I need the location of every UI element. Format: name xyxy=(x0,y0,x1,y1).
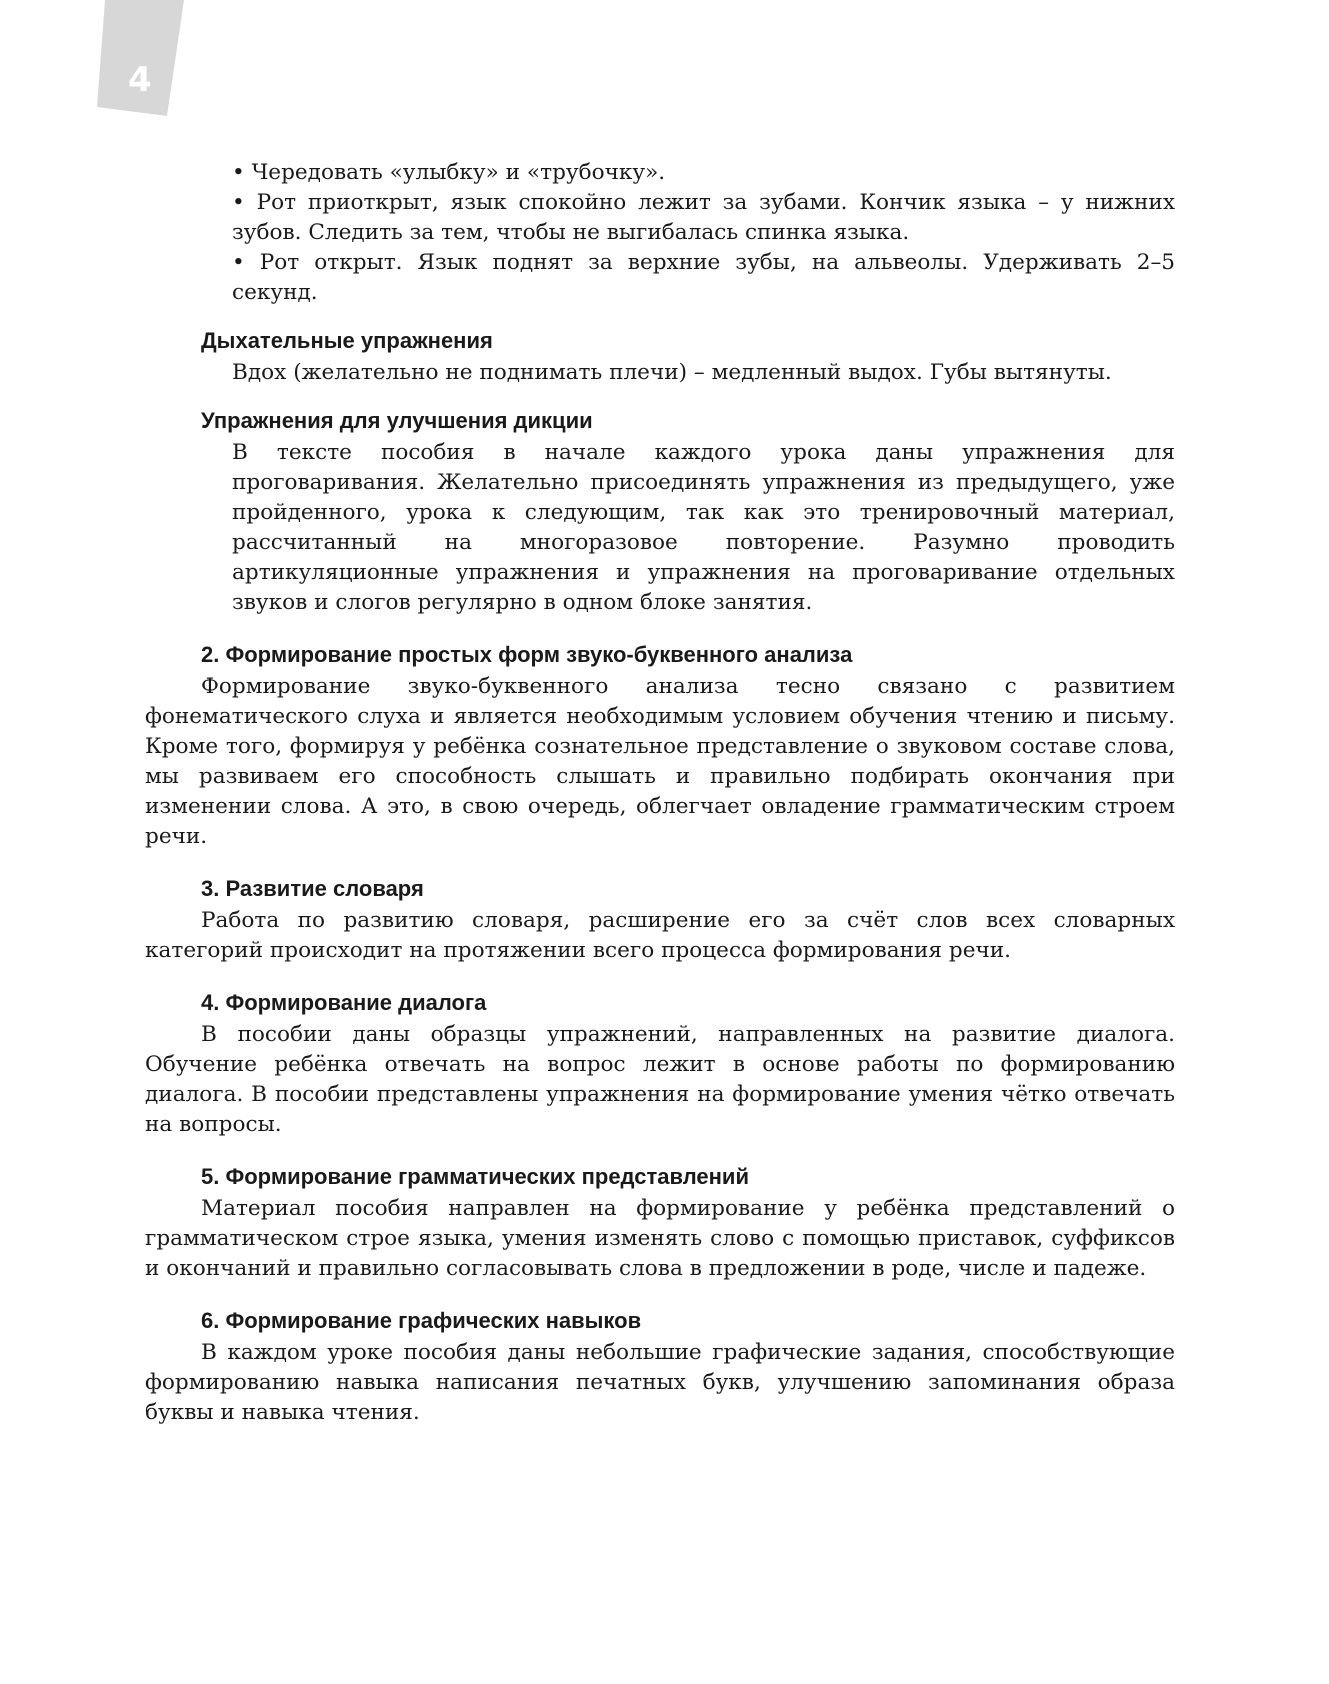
section-text-vocabulary: Работа по развитию словаря, расширение его за счёт слов всех словарных категорий происходит на протяжении всего процесса формирования речи. xyxy=(145,908,1175,963)
section-heading-dialogue: 4. Формирование диалога xyxy=(201,990,487,1015)
section-text-sound-analysis: Формирование звуко-буквенного анализа тесно связано с развитием фонематического слуха и является необходимым условием обучения чтению и письму. Кроме того, формируя у ребёнка сознательное представление о звуковом составе слова, мы развиваем его способность слышать и правильно подбирать окончания при изменении слова. А это, в свою очередь, облегчает овладение грамматическим строем речи. xyxy=(145,674,1175,849)
section-heading-grammar: 5. Формирование грамматических представлений xyxy=(201,1164,749,1189)
page-number-tab xyxy=(0,0,200,125)
section-text-graphic-skills: В каждом уроке пособия даны небольшие графические задания, способствующие формированию навыка написания печатных букв, улучшению запоминания образа буквы и навыка чтения. xyxy=(145,1340,1175,1425)
section-heading-sound-analysis: 2. Формирование простых форм звуко-буквенного анализа xyxy=(201,642,853,667)
page-number: 4 xyxy=(128,60,152,100)
page-tab-shape xyxy=(0,0,200,125)
section-heading-vocabulary: 3. Развитие словаря xyxy=(201,876,424,901)
diction-text: В тексте пособия в начале каждого урока даны упражнения для проговаривания. Желательно присоединять упражнения из предыдущего, уже пройденного, урока к следующим, так как это тренировочный материал, рассчитанный на многоразовое повторение. Разумно проводить артикуляционные упражнения и упражнения на проговаривание отдельных звуков и слогов регулярно в одном блоке занятия. xyxy=(232,440,1175,615)
page-content xyxy=(145,158,1175,1428)
bullet-item: • Чередовать «улыбку» и «трубочку». xyxy=(232,160,666,185)
bullet-item: • Рот открыт. Язык поднят за верхние зубы, на альвеолы. Удерживать 2–5 секунд. xyxy=(232,250,1175,305)
bullet-item: • Рот приоткрыт, язык спокойно лежит за зубами. Кончик языка – у нижних зубов. Следить за тем, чтобы не выгибалась спинка языка. xyxy=(232,190,1175,245)
breathing-text: Вдох (желательно не поднимать плечи) – медленный выдох. Губы вытянуты. xyxy=(232,360,1112,385)
breathing-heading: Дыхательные упражнения xyxy=(201,328,493,353)
section-text-dialogue: В пособии даны образцы упражнений, направленных на развитие диалога. Обучение ребёнка отвечать на вопрос лежит в основе работы по формированию диалога. В пособии представлены упражнения на формирование умения чётко отвечать на вопросы. xyxy=(145,1022,1175,1137)
diction-heading: Упражнения для улучшения дикции xyxy=(201,408,593,433)
section-heading-graphic-skills: 6. Формирование графических навыков xyxy=(201,1308,642,1333)
section-text-grammar: Материал пособия направлен на формирование у ребёнка представлений о грамматическом строе языка, умения изменять слово с помощью приставок, суффиксов и окончаний и правильно согласовывать слова в предложении в роде, числе и падеже. xyxy=(145,1196,1175,1281)
